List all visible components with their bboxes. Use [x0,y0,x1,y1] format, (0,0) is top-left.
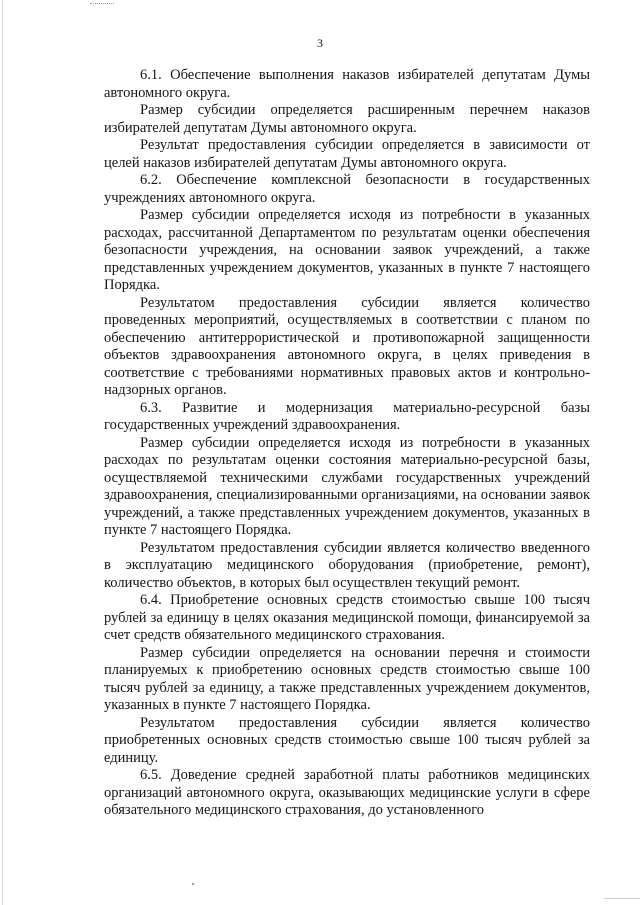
document-body [104,67,590,820]
paragraph: 6.4. Приобретение основных средств стоимостью свыше 100 тысяч рублей за единицу в целях оказания медицинской помощи, финансируемой за счет средств обязательного медицинского страхования. [104,592,590,643]
paragraph: Размер субсидии определяется расширенным перечнем наказов избирателей депутатам Думы автономного округа. [104,102,590,136]
page-number: 3 [317,36,323,50]
paragraph: Размер субсидии определяется на основании перечня и стоимости планируемых к приобретению основных средств стоимостью свыше 100 тысяч рублей за единицу, а также представленных учреждением документов, указанных в пункте 7 настоящего Порядка. [104,644,590,713]
paragraph: Результатом предоставления субсидии является количество приобретенных основных средств стоимостью свыше 100 тысяч рублей за единицу. [104,714,590,766]
paragraph: 6.2. Обеспечение комплексной безопасности в государственных учреждениях автономного округа. [104,172,590,206]
paragraph: Размер субсидии определяется исходя из потребности в указанных расходах по результатам оценки состояния материально-ресурсной базы, осуществляемой техническими службами государственных учреждений здравоохранения, специализированными организациями, на основании заявок учреждений, а также представленных учреждением документов, указанных в пункте 7 настоящего Порядка. [104,434,590,538]
paragraph: 6.1. Обеспечение выполнения наказов избирателей депутатам Думы автономного округа. [104,67,590,101]
scan-artifact-corner [604,898,640,905]
paragraph: Размер субсидии определяется исходя из потребности в указанных расходах, рассчитанной Департаментом по результатам оценки обеспечения безопасности учреждения, на основании заявок учреждений, а также представленных учреждением документов, указанных в пункте 7 настоящего Порядка. [104,207,590,293]
paragraph: Результат предоставления субсидии определяется в зависимости от целей наказов избирателей депутатам Думы автономного округа. [104,137,590,171]
paragraph: Результатом предоставления субсидии является количество введенного в эксплуатацию медицинского оборудования (приобретение, ремонт), количество объектов, в которых был осуществлен текущий ремонт. [104,539,590,591]
paragraph: 6.5. Доведение средней заработной платы работников медицинских организаций автономного округа, оказывающих медицинские услуги в сфере обязательного медицинского страхования, до установленного [104,767,590,818]
scan-artifact-top [90,3,114,7]
paragraph: Результатом предоставления субсидии является количество проведенных мероприятий, осуществляемых в соответствии с планом по обеспечению антитеррористической и противопожарной защищенности объектов здравоохранения автономного округа, в целях приведения в соответствие с требованиями нормативных правовых актов и контрольно-надзорных органов. [104,294,590,398]
scan-left-edge [2,0,3,905]
paragraph: 6.3. Развитие и модернизация материально-ресурсной базы государственных учреждений здравоохранения. [104,399,590,433]
scan-artifact-bottom [192,883,194,885]
